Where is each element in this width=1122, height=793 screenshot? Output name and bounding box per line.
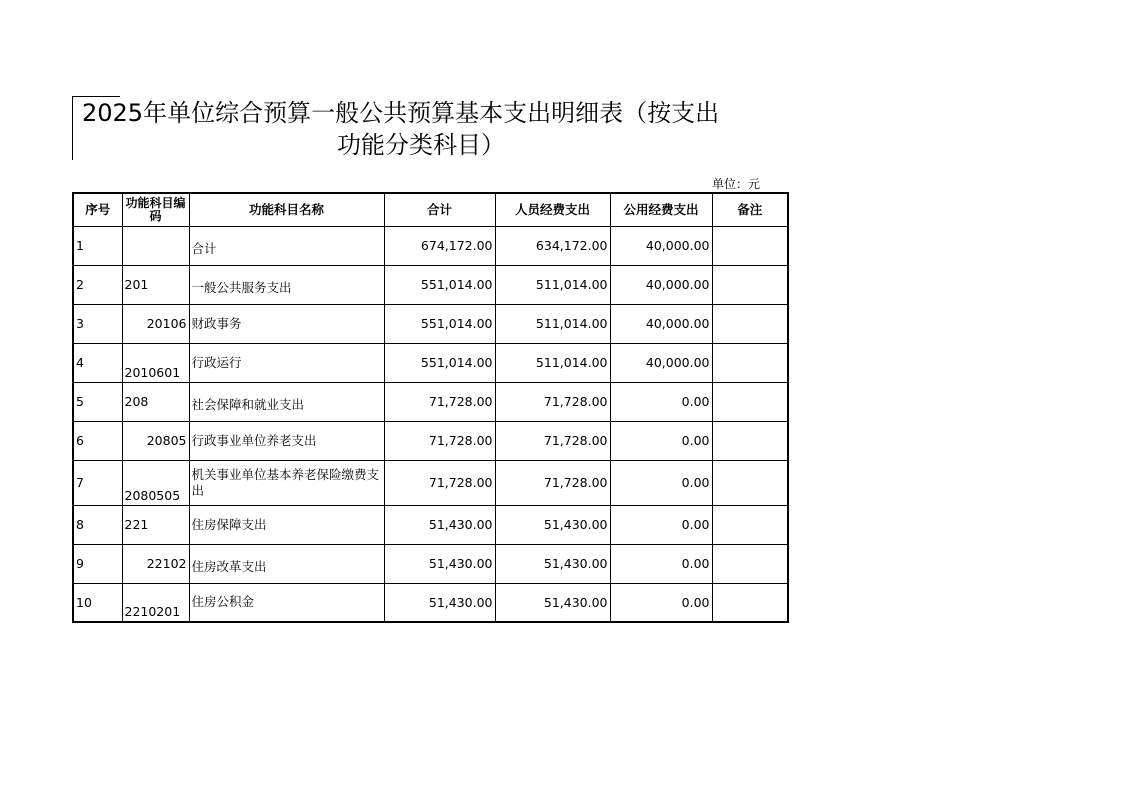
cell-name: 住房改革支出: [189, 544, 384, 583]
cell-name: 住房公积金: [189, 583, 384, 622]
cell-public: 40,000.00: [610, 343, 712, 382]
cell-seq: 5: [73, 382, 122, 421]
cell-total: 51,430.00: [384, 583, 495, 622]
table-row: [73, 265, 788, 304]
table-row: [73, 505, 788, 544]
cell-code: [122, 226, 189, 265]
cell-total: 51,430.00: [384, 544, 495, 583]
header-total: 合计: [384, 193, 495, 226]
cell-total: 551,014.00: [384, 343, 495, 382]
cell-public: 0.00: [610, 421, 712, 460]
budget-table: [72, 192, 789, 623]
table-row: [73, 421, 788, 460]
cell-public: 0.00: [610, 544, 712, 583]
cell-public: 0.00: [610, 583, 712, 622]
table-row: [73, 460, 788, 505]
cell-code: 201: [122, 265, 189, 304]
cell-note: [712, 421, 788, 460]
cell-code: 2080505: [122, 460, 189, 505]
cell-name: 合计: [189, 226, 384, 265]
cell-personnel: 71,728.00: [495, 460, 610, 505]
cell-personnel: 71,728.00: [495, 382, 610, 421]
cell-personnel: 51,430.00: [495, 583, 610, 622]
cell-personnel: 634,172.00: [495, 226, 610, 265]
title-line-2: 功能分类科目）: [337, 131, 505, 159]
cell-public: 40,000.00: [610, 226, 712, 265]
table-row: [73, 544, 788, 583]
cell-seq: 10: [73, 583, 122, 622]
cell-seq: 6: [73, 421, 122, 460]
cell-public: 0.00: [610, 505, 712, 544]
cell-total: 71,728.00: [384, 382, 495, 421]
cell-code: 20805: [122, 421, 189, 460]
cell-code: 20106: [122, 304, 189, 343]
page-title: [82, 97, 792, 161]
cell-total: 71,728.00: [384, 460, 495, 505]
table-header-row: [73, 193, 788, 226]
cell-seq: 8: [73, 505, 122, 544]
cell-total: 551,014.00: [384, 265, 495, 304]
cell-note: [712, 265, 788, 304]
cell-name: 一般公共服务支出: [189, 265, 384, 304]
cell-public: 0.00: [610, 460, 712, 505]
title-line-1: 2025年单位综合预算一般公共预算基本支出明细表（按支出: [82, 99, 720, 127]
cell-seq: 2: [73, 265, 122, 304]
cell-name: 行政运行: [189, 343, 384, 382]
cell-note: [712, 544, 788, 583]
cell-note: [712, 304, 788, 343]
cell-seq: 7: [73, 460, 122, 505]
cell-seq: 9: [73, 544, 122, 583]
cell-note: [712, 226, 788, 265]
header-code: 功能科目编码: [122, 193, 189, 226]
cell-note: [712, 343, 788, 382]
table-row: [73, 304, 788, 343]
header-seq: 序号: [73, 193, 122, 226]
cell-personnel: 51,430.00: [495, 505, 610, 544]
cell-seq: 4: [73, 343, 122, 382]
header-name: 功能科目名称: [189, 193, 384, 226]
cell-name: 行政事业单位养老支出: [189, 421, 384, 460]
cell-total: 674,172.00: [384, 226, 495, 265]
cell-seq: 3: [73, 304, 122, 343]
cell-personnel: 511,014.00: [495, 304, 610, 343]
cell-personnel: 511,014.00: [495, 265, 610, 304]
cell-personnel: 51,430.00: [495, 544, 610, 583]
cell-code: 2010601: [122, 343, 189, 382]
cell-note: [712, 460, 788, 505]
table-row: [73, 226, 788, 265]
cell-name: 社会保障和就业支出: [189, 382, 384, 421]
cell-name: 财政事务: [189, 304, 384, 343]
cell-note: [712, 505, 788, 544]
cell-code: 221: [122, 505, 189, 544]
cell-code: 208: [122, 382, 189, 421]
header-public: 公用经费支出: [610, 193, 712, 226]
header-personnel: 人员经费支出: [495, 193, 610, 226]
cell-public: 40,000.00: [610, 265, 712, 304]
cell-public: 40,000.00: [610, 304, 712, 343]
table-row: [73, 343, 788, 382]
cell-name: 机关事业单位基本养老保险缴费支出: [189, 460, 384, 505]
cell-public: 0.00: [610, 382, 712, 421]
table-row: [73, 382, 788, 421]
cell-note: [712, 382, 788, 421]
cell-total: 71,728.00: [384, 421, 495, 460]
cell-note: [712, 583, 788, 622]
unit-label: 单位：元: [712, 177, 761, 191]
cell-name: 住房保障支出: [189, 505, 384, 544]
cell-total: 551,014.00: [384, 304, 495, 343]
cell-personnel: 71,728.00: [495, 421, 610, 460]
header-note: 备注: [712, 193, 788, 226]
cell-personnel: 511,014.00: [495, 343, 610, 382]
table-row: [73, 583, 788, 622]
cell-total: 51,430.00: [384, 505, 495, 544]
cell-code: 2210201: [122, 583, 189, 622]
cell-seq: 1: [73, 226, 122, 265]
cell-code: 22102: [122, 544, 189, 583]
